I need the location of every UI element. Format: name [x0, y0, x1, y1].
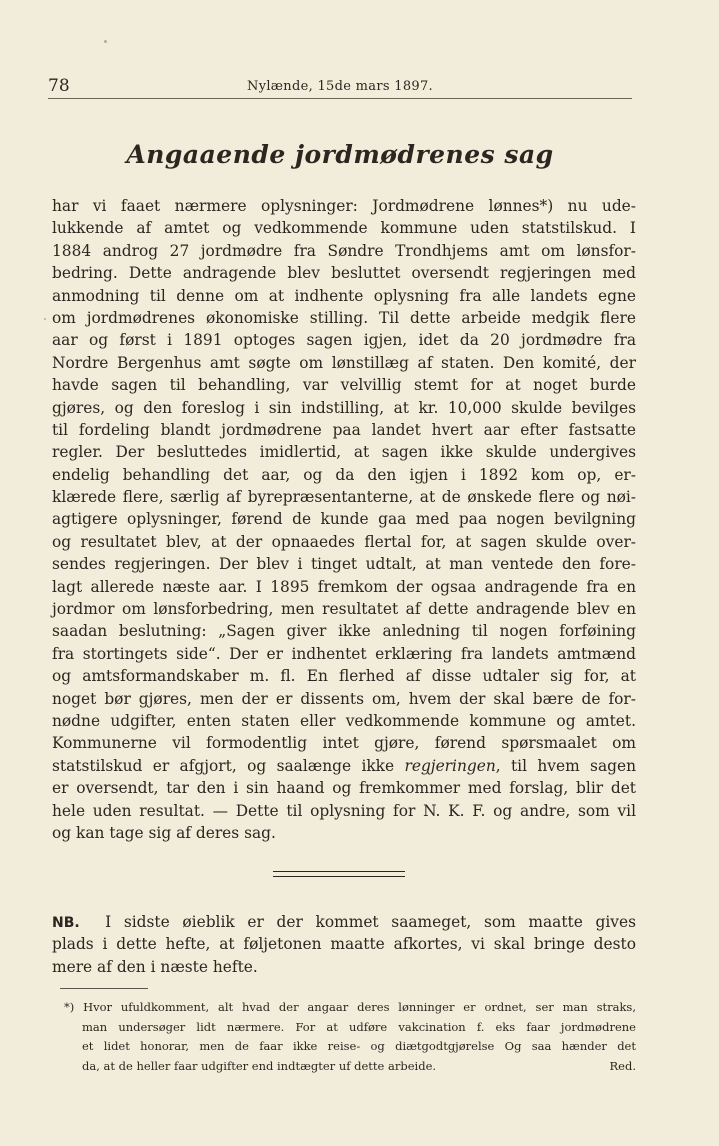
footnote-line: man undersøger lidt nærmere. For at udføre vakcination f. eks faar jordmødrene: [82, 1019, 636, 1034]
footnote-last-line: [64, 1057, 636, 1077]
body-line: fra stortingets side“. Der er indhentet erklæring fra landets amtmænd: [52, 644, 636, 663]
body-line: sendes regjeringen. Der blev i tinget udtalt, at man ventede den fore-: [52, 555, 636, 574]
body-line: gjøres, og den foreslog i sin indstilling, at kr. 10,000 skulde bevilges: [52, 398, 636, 417]
footnote-line: da, at de heller faar udgifter end indtægter uf dette arbeide.: [82, 1058, 437, 1073]
nb-line: plads i dette hefte, at føljetonen maatte afkortes, vi skal bringe desto: [52, 935, 636, 954]
body-line: aar og først i 1891 optoges sagen igjen, idet da 20 jordmødre fra: [52, 331, 636, 350]
body-line: Kommunerne vil formodentlig intet gjøre, førend spørsmaalet om: [52, 734, 636, 753]
footnote: [64, 998, 636, 1076]
body-line: om jordmødrenes økonomiske stilling. Til dette arbeide medgik flere: [52, 308, 636, 327]
body-line: og kan tage sig af deres sag.: [52, 823, 276, 842]
body-line: statstilskud er afgjort, og saalænge ikke regjeringen, til hvem sagen: [52, 756, 636, 775]
emphasized-word: regjeringen: [404, 756, 496, 775]
nb-line: mere af den i næste hefte.: [52, 957, 258, 976]
body-line: 1884 androg 27 jordmødre fra Søndre Trondhjems amt om lønsfor-: [52, 241, 636, 260]
nb-label: NB.: [52, 915, 80, 931]
body-line: lukkende af amtet og vedkommende kommune uden statstilskud. I: [52, 219, 636, 238]
article-title: Angaaende jordmødrenes sag: [126, 140, 554, 169]
body-line: anmodning til denne om at indhente oplysning fra alle landets egne: [52, 286, 636, 305]
body-line: Nordre Bergenhus amt søgte om lønstillæg af staten. Den komité, der: [52, 353, 636, 372]
page-header: [48, 74, 632, 99]
footnote-rule: [60, 988, 148, 989]
body-line: endelig behandling det aar, og da den igjen i 1892 kom op, er-: [52, 465, 636, 484]
body-line: og amtsformandskaber m. fl. En flerhed af disse udtaler sig for, at: [52, 667, 636, 686]
body-line: regler. Der besluttedes imidlertid, at sagen ikke skulde undergives: [52, 443, 636, 462]
footnote-signature: Red.: [609, 1058, 636, 1073]
article-body: [52, 195, 636, 844]
footnote-line: *) Hvor ufuldkomment, alt hvad der angaar deres lønninger er ordnet, ser man straks,: [64, 1000, 636, 1014]
section-divider-bottom: [273, 876, 405, 877]
paper-speck: [104, 40, 107, 43]
body-line: til fordeling blandt jordmødrene paa landet hvert aar efter fastsatte: [52, 420, 636, 439]
body-line: agtigere oplysninger, førend de kunde gaa med paa nogen bevilgning: [52, 510, 636, 529]
body-line: nødne udgifter, enten staten eller vedkommende kommune og amtet.: [52, 711, 636, 730]
body-line: lagt allerede næste aar. I 1895 fremkom der ogsaa andragende fra en: [52, 577, 636, 596]
body-line: er oversendt, tar den i sin haand og fremkommer med forslag, blir det: [52, 779, 636, 798]
nb-notice: [52, 911, 636, 978]
running-head: Nylændе, 15de mars 1897.: [247, 79, 433, 94]
body-line: har vi faaet nærmere oplysninger: Jordmødrene lønnes*) nu ude-: [52, 197, 636, 215]
section-divider-top: [273, 871, 405, 872]
page-number: 78: [48, 76, 70, 96]
footnote-line: et lidet honorar, men de faar ikke reise- og diætgodtgjørelse Og saa hænder det: [82, 1039, 636, 1053]
nb-line: [52, 911, 636, 933]
body-line: klærede flere, særlig af byrepræsentanterne, at de ønskede flere og nøi-: [52, 488, 636, 507]
body-line: og resultatet blev, at der opnaaedes flertal for, at sagen skulde over-: [52, 532, 636, 551]
nb-text: I sidste øieblik er der kommet saameget, som maatte gives: [105, 913, 636, 931]
body-line: noget bør gjøres, men der er dissents om, hvem der skal bære de for-: [52, 689, 636, 708]
body-line: saadan beslutning: „Sagen giver ikke anledning til nogen forføining: [52, 622, 636, 641]
paper-speck: [44, 318, 46, 320]
body-line: bedring. Dette andragende blev besluttet oversendt regjeringen med: [52, 264, 636, 283]
body-line: jordmor om lønsforbedring, men resultatet af dette andragende blev en: [52, 600, 636, 619]
body-line: hele uden resultat. — Dette til oplysning for N. K. F. og andre, som vil: [52, 801, 636, 820]
body-line: havde sagen til behandling, var velvillig stemt for at noget burde: [52, 376, 636, 395]
